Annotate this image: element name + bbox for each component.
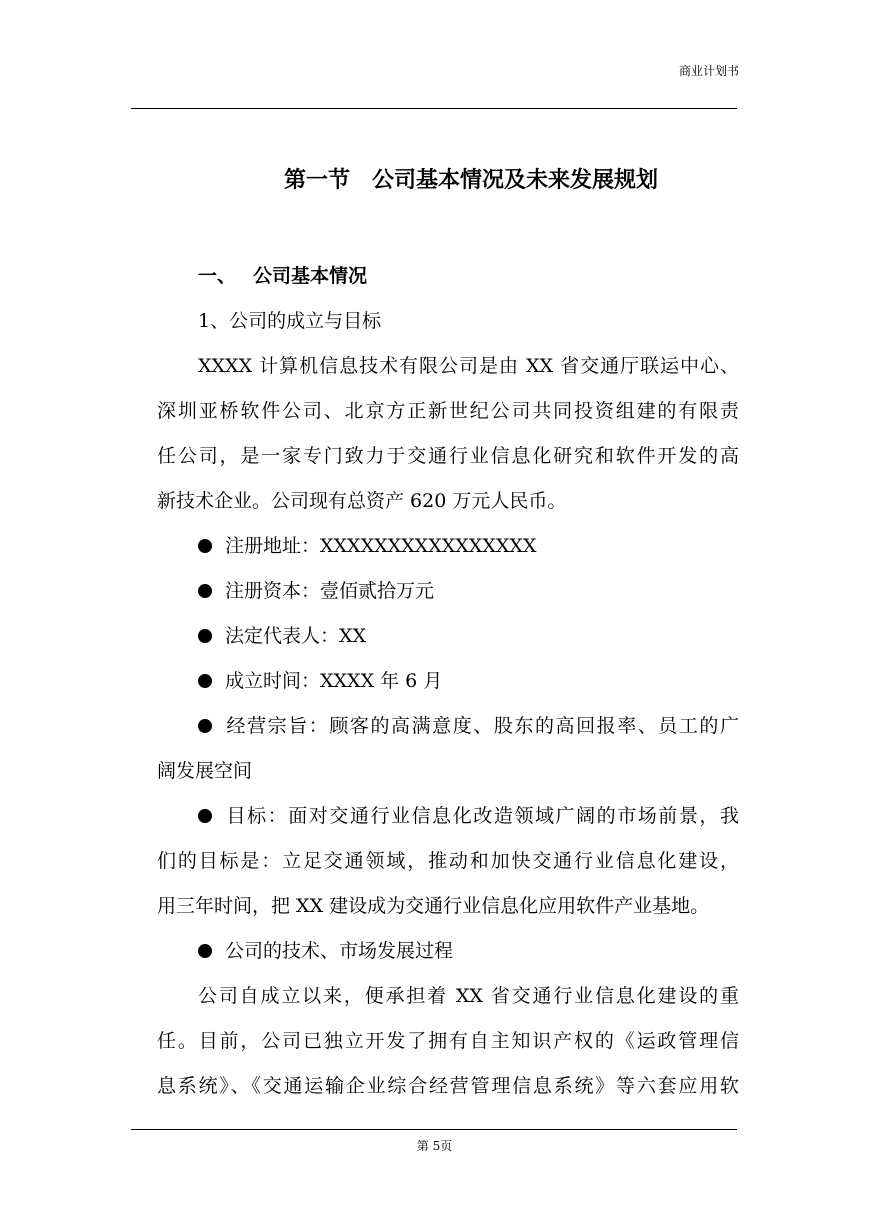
paragraph-line: 深圳亚桥软件公司、北京方正新世纪公司共同投资组建的有限责 [157, 400, 739, 422]
bullet-item [157, 569, 739, 614]
running-header: 商业计划书 [678, 64, 739, 78]
bullet-icon [198, 584, 212, 598]
document-body [157, 254, 739, 1109]
bullet-icon [198, 719, 212, 733]
item-heading: 1、公司的成立与目标 [198, 310, 382, 332]
bullet-continuation: 们的目标是：立足交通领域，推动和加快交通行业信息化建设， [157, 850, 739, 872]
bullet-item [157, 794, 739, 839]
header-divider [131, 108, 737, 109]
bullet-text: 目标：面对交通行业信息化改造领域广阔的市场前景，我 [225, 805, 739, 827]
bullet-icon [198, 539, 212, 553]
paragraph-line: 新技术企业。公司现有总资产 620 万元人民币。 [157, 490, 567, 512]
subsection-heading [157, 254, 739, 299]
footer-divider [131, 1129, 737, 1130]
bullet-continuation: 阔发展空间 [157, 760, 253, 782]
bullet-icon [198, 629, 212, 643]
bullet-text: 公司的技术、市场发展过程 [225, 940, 454, 962]
subsection-number: 一、 [198, 265, 237, 287]
bullet-icon [198, 944, 212, 958]
paragraph-line: 任。目前，公司已独立开发了拥有自主知识产权的《运政管理信 [157, 1030, 739, 1052]
bullet-icon [198, 674, 212, 688]
bullet-text: 成立时间：XXXX 年 6 月 [225, 670, 443, 692]
paragraph-line: 任公司，是一家专门致力于交通行业信息化研究和软件开发的高 [157, 445, 739, 467]
bullet-text: 注册资本：壹佰贰拾万元 [225, 580, 435, 602]
bullet-continuation: 用三年时间，把 XX 建设成为交通行业信息化应用软件产业基地。 [157, 895, 710, 917]
bullet-item [157, 659, 739, 704]
subsection-title: 公司基本情况 [253, 265, 368, 287]
bullet-text: 经营宗旨：顾客的高满意度、股东的高回报率、员工的广 [225, 715, 739, 737]
page-number: 第 5页 [416, 1139, 453, 1153]
paragraph-line: 息系统》、《交通运输企业综合经营管理信息系统》等六套应用软 [157, 1075, 739, 1097]
bullet-text: 注册地址：XXXXXXXXXXXXXXXX [225, 535, 537, 557]
bullet-item [157, 704, 739, 749]
bullet-text: 法定代表人：XX [225, 625, 367, 647]
section-title: 第一节 公司基本情况及未来发展规划 [284, 167, 659, 193]
bullet-icon [198, 809, 212, 823]
paragraph-line: 公司自成立以来，便承担着 XX 省交通行业信息化建设的重 [198, 985, 739, 1007]
paragraph-line: XXXX 计算机信息技术有限公司是由 XX 省交通厅联运中心、 [198, 355, 739, 377]
bullet-item [157, 929, 739, 974]
bullet-item [157, 524, 739, 569]
bullet-item [157, 614, 739, 659]
